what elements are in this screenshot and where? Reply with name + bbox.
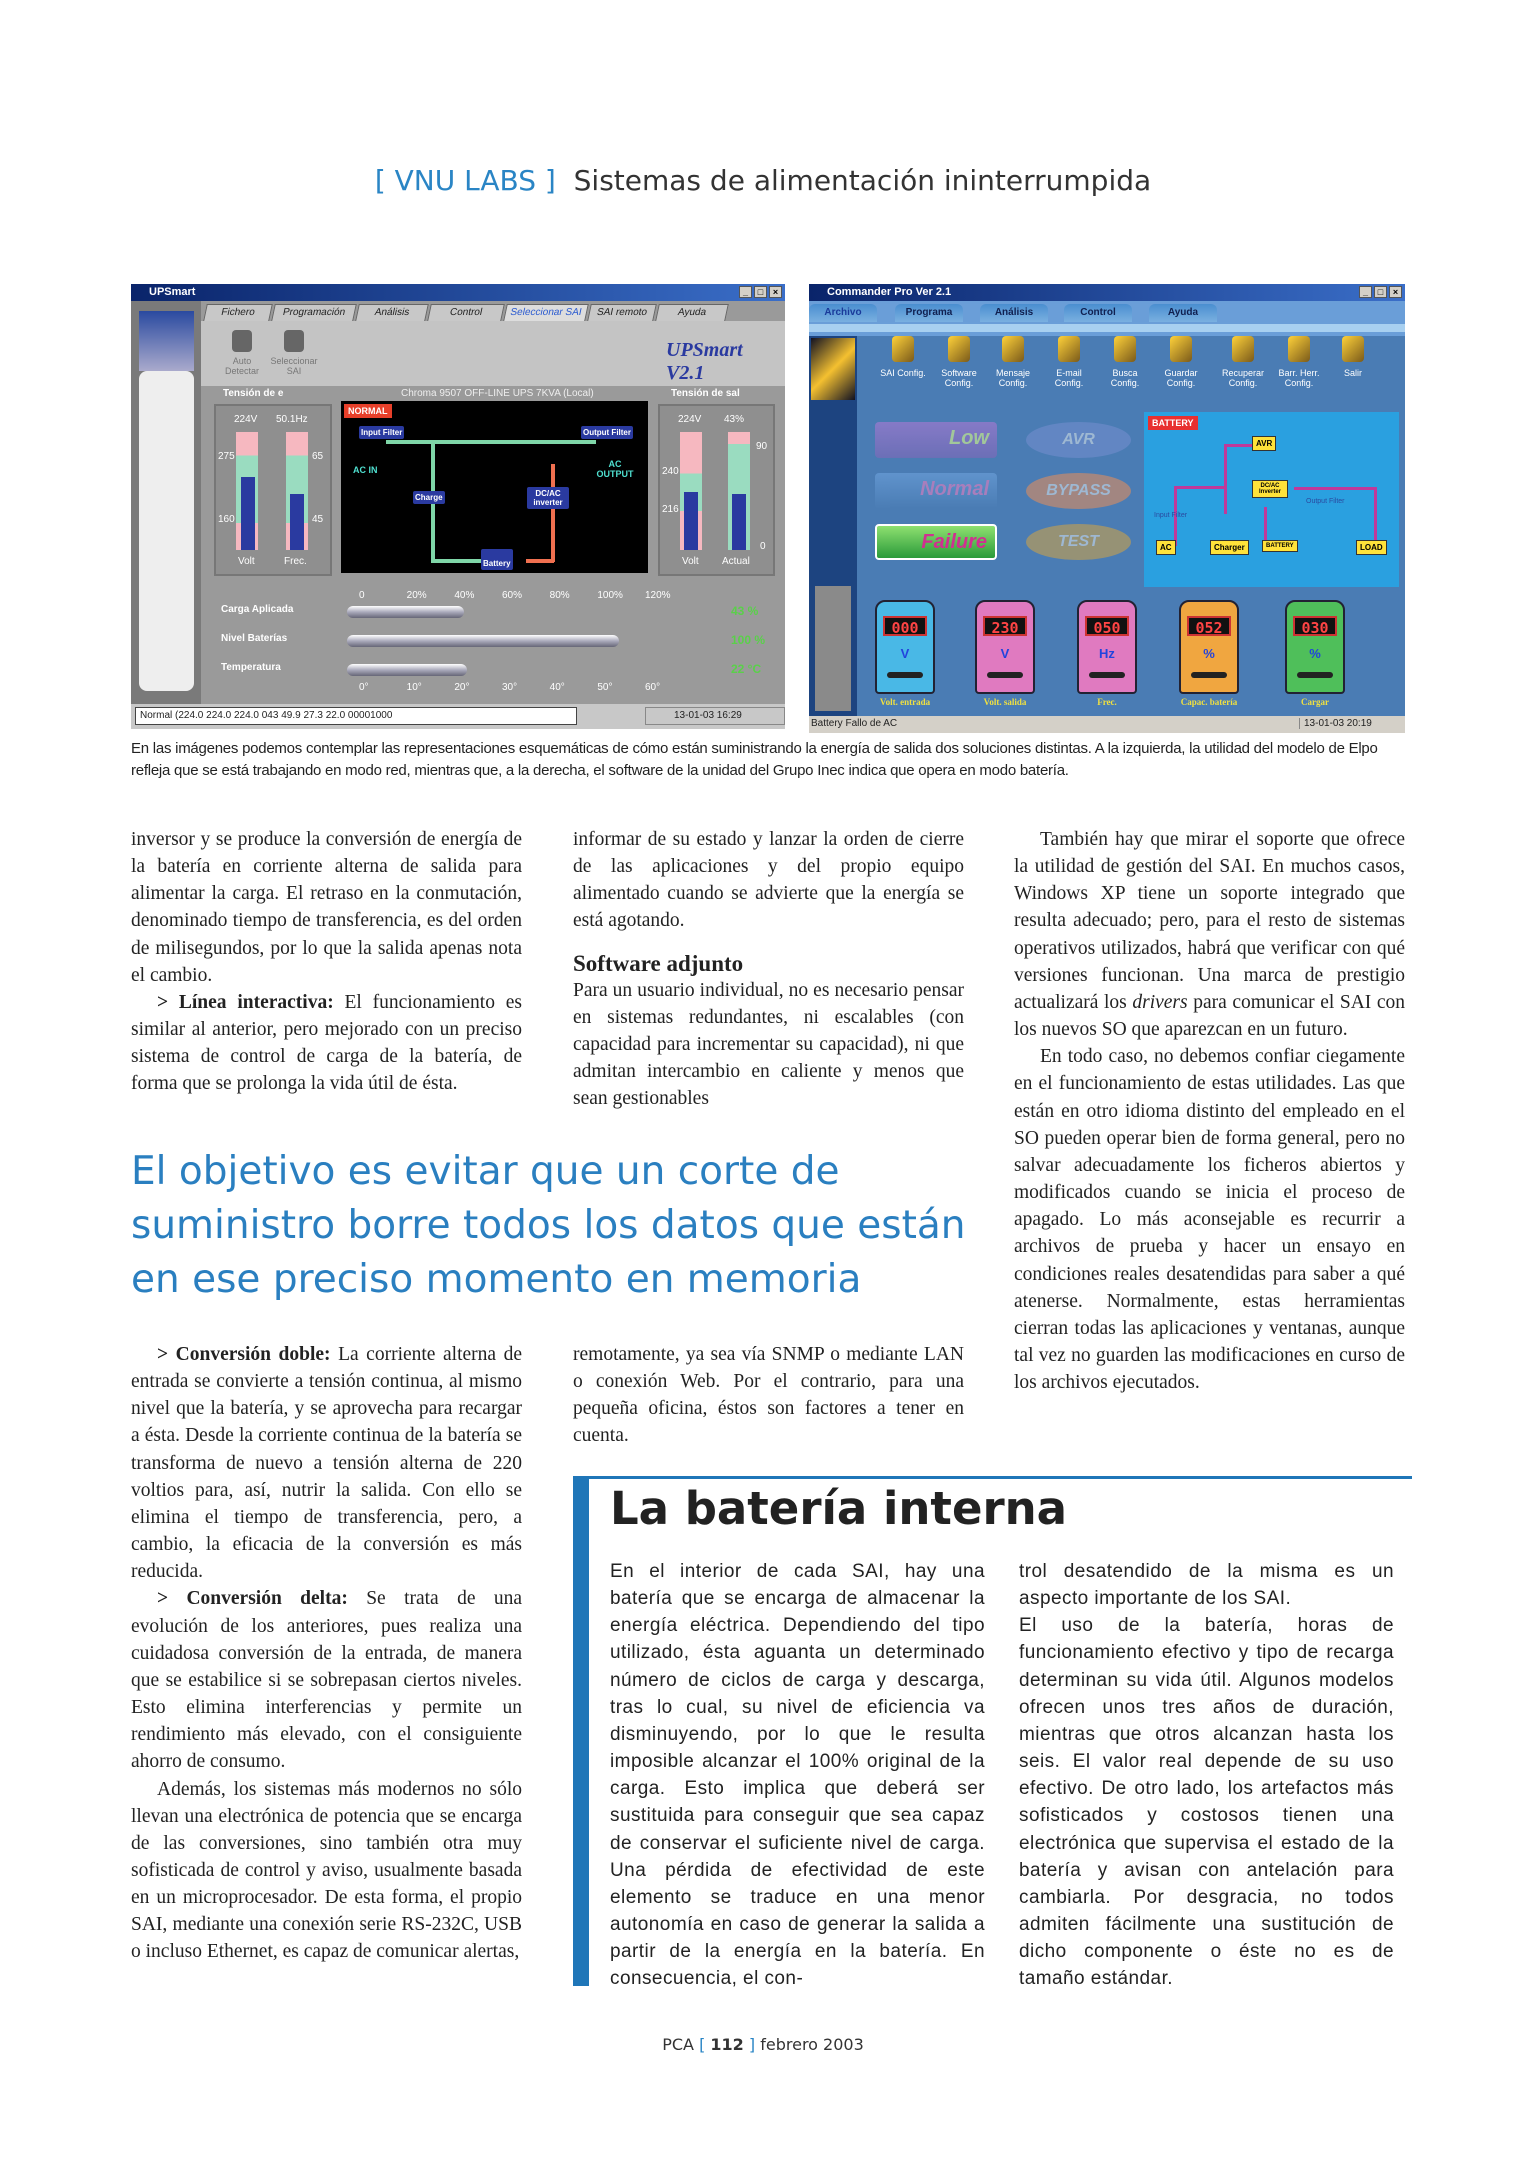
input-voltage-label: Tensión de e (223, 388, 284, 399)
tool-icon (1232, 336, 1254, 362)
charger-block: Charger (1210, 540, 1249, 555)
bracket: ] (748, 2035, 756, 2054)
slot-unit: V (1000, 646, 1010, 661)
toolbar-button-0[interactable] (217, 330, 267, 376)
slot-label: Capac. batería (1180, 697, 1238, 707)
paragraph: inversor y se produce la conversión de energía de la batería en corriente alterna de salida para alimentar la carga. El retraso en la conmutación, denominado tiempo de transferencia, es del orden de milisegundos, por lo que la salida apenas nota el cambio. (131, 829, 522, 986)
sidebar (809, 336, 857, 716)
temp-scale-tick: 0° (359, 682, 369, 693)
status-text: Battery Fallo de AC (811, 718, 898, 729)
meter-bar (347, 606, 464, 618)
slot-meter (1179, 600, 1239, 694)
tab-ayuda[interactable]: Ayuda (1149, 304, 1217, 322)
volt-label: Volt (238, 556, 255, 567)
paragraph-text: El funcionamiento es similar al anterior, pero mejorado con un preciso sistema de control de carga de la batería, de forma que se prolonga la vida útil de ésta. (131, 991, 522, 1095)
load-scale-tick: 120% (645, 590, 671, 601)
window-title: UPSmart (149, 286, 196, 298)
freq-high: 65 (312, 451, 324, 462)
issue-date: febrero 2003 (760, 2035, 864, 2054)
ac-block: AC (1156, 540, 1176, 555)
tab-control[interactable]: Control (1064, 304, 1132, 322)
section-label: [ VNU LABS ] (374, 164, 556, 197)
paragraph-text: Se trata de una evolución de los anteriores, pues realiza una cuidadosa conversión de la entrada, de manera que se estabilice si se sobrepasan ciertos niveles. Esto elimina interferencias y permite un rendimiento más elevado, con el consiguiente ahorro de consumo. (131, 1588, 523, 1773)
running-header (0, 164, 1526, 197)
load-scale-tick: 80% (549, 590, 570, 601)
paragraph: El uso de la batería, horas de funcionamiento efectivo y tipo de recarga determinan su vida útil. Algunos modelos ofrecen unos tres años de duración, mientras que otros alcanzan hasta los seis. El valor real depende de su uso efectivo. De otro lado, los artefactos más sofisticados y costosos tienen una electrónica que supervisa el estado de la batería y avisan con antelación para cambiarla. Por desgracia, no todos admiten fácilmente una sustitución de dicho componente o éste no es de tamaño estándar. (1019, 1615, 1394, 1990)
paragraph (131, 1585, 522, 1775)
output-gauge (658, 404, 775, 576)
slot-opening (987, 672, 1023, 678)
tool-icon (1342, 336, 1364, 362)
status-text: Normal (224.0 224.0 224.0 043 49.9 27.3 22.0 00001000 (135, 707, 577, 725)
meter-value: 22 °C (731, 662, 762, 676)
slot-opening (1297, 672, 1333, 678)
tab-programación[interactable]: Programación (271, 304, 357, 321)
output-voltage-label: Tensión de sal (671, 388, 740, 399)
load-low: 0 (760, 541, 766, 552)
magazine-name: PCA (662, 2035, 694, 2054)
maximize-button[interactable]: □ (1374, 286, 1387, 298)
temp-scale-tick: 10° (406, 682, 422, 693)
pull-quote-line: en ese preciso momento en memoria (131, 1257, 862, 1302)
avr-indicator: AVR (1026, 422, 1131, 458)
slot-label: Cargar (1301, 697, 1329, 707)
meter-value: 43 % (731, 604, 759, 618)
box-accent-bar (573, 1476, 589, 1986)
page-footer (0, 2035, 1526, 2054)
output-filter-label: Output Filter (1306, 498, 1345, 505)
meter-value: 100 % (731, 633, 766, 647)
tab-programa[interactable]: Programa (895, 304, 963, 322)
emphasis: drivers (1132, 991, 1188, 1013)
input-filter-label: Input Filter (1154, 512, 1188, 519)
box-column-2 (1019, 1558, 1394, 1993)
tab-sai-remoto[interactable]: SAI remoto (587, 304, 657, 321)
normal-state-button[interactable]: Normal (875, 473, 997, 509)
column-1-top (131, 826, 522, 1098)
slot-label: Volt. salida (983, 697, 1027, 707)
power-flow-diagram (341, 401, 648, 573)
paragraph: En el interior de cada SAI, hay una batería que se encarga de almacenar la energía eléctrica. Dependiendo del tipo utilizado, ésta aguanta un determinado número de ciclos de carga y descarga, tras lo cual, su nivel de eficiencia va disminuyendo, por lo que le resulta imposible alcanzar el 100% original de la carga. Esto implica que deberá ser sustituida para conseguir que sea capaz de conservar el suficiente nivel de carga. Una pérdida de efectividad de este elemento se traduce en una menor autonomía en caso de generar la salida a partir de la energía en la batería. En consecuencia, el con- (610, 1561, 985, 1990)
tab-fichero[interactable]: Fichero (203, 304, 273, 321)
output-load-value: 43% (724, 414, 745, 425)
pull-quote-line: El objetivo es evitar que un corte de (131, 1149, 840, 1194)
tool-icon (1114, 336, 1136, 362)
pull-quote (131, 1145, 971, 1307)
column-2-bottom (573, 1341, 964, 1450)
temp-scale-tick: 50° (597, 682, 613, 693)
meter-bar (347, 664, 467, 676)
status-clock: 13-01-03 16:29 (645, 707, 785, 725)
bracket: [ (699, 2035, 706, 2054)
load-scale-tick: 20% (406, 590, 427, 601)
paragraph: Para un usuario individual, no es necesario pensar en sistemas redundantes, ni escalables (con capacidad para incrementar su capacidad), ni que admitan intercambio en caliente y menos que sean gestionables (573, 979, 964, 1110)
slot-unit: % (1203, 646, 1215, 661)
slot-opening (1191, 672, 1227, 678)
failure-state-button[interactable]: Failure (875, 524, 997, 560)
input-volt-value: 224V (234, 414, 258, 425)
slot-label: Frec. (1097, 697, 1117, 707)
input-freq-value: 50.1Hz (276, 414, 308, 425)
out-volt-bar (684, 492, 698, 550)
tool-label: Recuperar Config. (1221, 368, 1265, 388)
close-button[interactable]: × (1389, 286, 1402, 298)
volt-bar (241, 477, 255, 550)
toolbar-button-4[interactable] (1097, 336, 1153, 388)
out-volt-high: 240 (662, 466, 679, 477)
mode-badge: NORMAL (344, 404, 392, 418)
term: > Conversión doble: (157, 1344, 331, 1365)
box-column-1 (610, 1558, 985, 1993)
title-bar (131, 284, 785, 301)
window-title: Commander Pro Ver 2.1 (827, 286, 952, 298)
app-logo-icon (811, 338, 855, 400)
tool-icon (232, 330, 252, 352)
title-bar (809, 284, 1405, 301)
pull-quote-line: suministro borre todos los datos que están (131, 1203, 966, 1248)
paragraph (131, 1341, 522, 1585)
sidebar-panel (139, 371, 194, 691)
battery-diagram (1144, 412, 1399, 587)
tool-label: Seleccionar SAI (270, 356, 318, 376)
commander-screenshot (809, 284, 1405, 733)
volt-high: 275 (218, 451, 235, 462)
tab-seleccionar-sai[interactable]: Seleccionar SAI (503, 304, 589, 321)
meter-label: Carga Aplicada (221, 604, 294, 615)
meter-bar (347, 635, 619, 647)
paragraph: Además, los sistemas más modernos no sólo llevan una electrónica de potencia que se encarga de las conversiones, sino también otra muy sofisticada de control y aviso, usualmente basada en un microprocesador. De esta forma, el propio SAI, mediante una conexión serie RS-232C, USB o incluso Ethernet, es capaz de comunicar alertas, (131, 1778, 522, 1963)
slot-meter (1285, 600, 1345, 694)
menu-stripe (809, 324, 1405, 332)
toolbar-button-8[interactable] (1325, 336, 1381, 378)
tool-icon (284, 330, 304, 352)
battery-block: Battery (481, 549, 513, 570)
paragraph: informar de su estado y lanzar la orden de cierre de las aplicaciones y del propio equipo alimentado cuando se advierte que la energía se está agotando. (573, 829, 964, 932)
temp-scale-tick: 60° (645, 682, 661, 693)
term: > Conversión delta: (157, 1588, 348, 1610)
slot-label: Volt. entrada (879, 697, 931, 707)
toolbar-button-1[interactable] (931, 336, 987, 388)
status-clock: 13-01-03 20:19 (1299, 718, 1372, 729)
ac-output-label: AC OUTPUT (596, 459, 634, 479)
slot-unit: % (1309, 646, 1321, 661)
input-filter-block: Input Filter (361, 428, 403, 437)
slot-display: 050 (1085, 616, 1129, 636)
column-2-top (573, 826, 964, 1112)
battery-block: BATTERY (1262, 540, 1298, 552)
mode-badge: BATTERY (1148, 416, 1198, 430)
paragraph: remotamente, ya sea vía SNMP o mediante LAN o conexión Web. Por el contrario, para una pequeña oficina, éstos son factores a tener en cuenta. (573, 1344, 964, 1447)
load-bar (732, 494, 746, 550)
sidebar-panel (815, 586, 851, 711)
avr-block: AVR (1252, 436, 1276, 451)
tab-control[interactable]: Control (427, 304, 505, 321)
tool-label: SAI Config. (880, 368, 926, 378)
paragraph-text: La corriente alterna de entrada se convierte a tensión continua, al mismo nivel que la batería, y se aprovecha para recargar a ésta. Desde la corriente continua de la batería se transforma de nuevo a tensión alterna de 220 voltios para, así, nutrir la salida. Con ello se elimina el tiempo de transferencia, pero, a cambio, la eficacia de la conversión es más reducida. (131, 1344, 522, 1583)
tool-label: E-mail Config. (1054, 368, 1084, 388)
term: > Línea interactiva: (157, 991, 334, 1013)
tool-icon (1002, 336, 1024, 362)
tool-icon (1288, 336, 1310, 362)
slot-unit: V (900, 646, 910, 661)
output-volt-value: 224V (678, 414, 702, 425)
slot-display: 000 (883, 616, 927, 636)
slot-display: 052 (1187, 616, 1231, 636)
inverter-block: DC/AC Inverter (1252, 480, 1288, 498)
toolbar-button-7[interactable] (1271, 336, 1327, 388)
tool-label: Busca Config. (1110, 368, 1140, 388)
tool-icon (1058, 336, 1080, 362)
toolbar-button-2[interactable] (985, 336, 1041, 388)
tool-label: Mensaje Config. (995, 368, 1031, 388)
slot-meter (1077, 600, 1137, 694)
freq-bar (290, 494, 304, 550)
upsmart-screenshot (131, 284, 785, 729)
tool-label: Salir (1343, 368, 1362, 378)
slot-meter (975, 600, 1035, 694)
paragraph-text: También hay que mirar el soporte que ofrece la utilidad de gestión del SAI. En muchos casos, Windows XP tiene un soporte integrado que resulta adecuado; pero, para el resto de sistemas operativos utilizados, habrá que verificar con qué versiones funcionan. Una marca de prestigio actualizará los (1014, 829, 1405, 1013)
upsmart-logo: UPSmart V2.1 (666, 339, 743, 384)
slot-opening (1089, 672, 1125, 678)
app-logo-icon (139, 311, 194, 371)
out-volt-label: Volt (682, 556, 699, 567)
toolbar-button-1[interactable] (269, 330, 319, 376)
tab-ayuda[interactable]: Ayuda (655, 304, 729, 321)
load-scale-tick: 60% (502, 590, 523, 601)
tab-análisis[interactable]: Análisis (980, 304, 1048, 322)
slot-display: 230 (983, 616, 1027, 636)
paragraph (131, 989, 522, 1098)
tool-label: Software Config. (941, 368, 977, 388)
tool-icon (892, 336, 914, 362)
tool-label: Auto Detectar (224, 356, 259, 376)
subheading: Software adjunto (573, 950, 744, 976)
paragraph: trol desatendido de la misma es un aspecto importante de los SAI. (1019, 1561, 1394, 1610)
toolbar-button-0[interactable] (875, 336, 931, 378)
load-scale-tick: 100% (597, 590, 623, 601)
status-bar (809, 716, 1405, 733)
freq-low: 45 (312, 514, 324, 525)
tool-icon (948, 336, 970, 362)
inverter-block: DC/AC inverter (527, 487, 569, 509)
meter-label: Temperatura (221, 662, 281, 673)
load-high: 90 (756, 441, 768, 452)
tab-archivo[interactable]: Archivo (809, 304, 877, 322)
slot-unit: Hz (1099, 646, 1115, 661)
load-block: LOAD (1356, 540, 1387, 555)
load-label: Actual (722, 556, 750, 567)
slot-meter (875, 600, 935, 694)
load-scale-tick: 0 (359, 590, 365, 601)
meter-label: Nivel Baterías (221, 633, 288, 644)
page-number: 112 (710, 2035, 744, 2054)
slot-display: 030 (1293, 616, 1337, 636)
out-volt-low: 216 (662, 504, 679, 515)
input-gauge (214, 404, 332, 576)
volt-low: 160 (218, 514, 235, 525)
tool-label: Guardar Config. (1164, 368, 1198, 388)
header-title: Sistemas de alimentación ininterrumpida (573, 164, 1152, 197)
tool-icon (1170, 336, 1192, 362)
sidebar (131, 301, 201, 729)
paragraph: En todo caso, no debemos confiar ciegamente en el funcionamiento de estas utilidades. Las que están en otro idioma distinto del empleado en el SO pueden operar bien de forma general, pero no salvar adecuadamente los ficheros abiertos y modificados cuando se inicia el proceso de apagado. Lo más aconsejable es recurrir a archivos de prueba y hacer un ensayo en condiciones reales desatendidas para saber a qué atenerse. Normalmente, estas herramientas cierran todas las aplicaciones y ventanas, aunque tal vez no guarden las modificaciones en curso de los archivos ejecutados. (1014, 1046, 1405, 1394)
tool-label: Barr. Herr. Config. (1278, 368, 1320, 388)
column-1-bottom (131, 1341, 522, 1966)
toolbar-button-5[interactable] (1153, 336, 1209, 388)
temp-scale-tick: 20° (454, 682, 470, 693)
ac-in-label: AC IN (353, 465, 378, 475)
bypass-indicator: BYPASS (1026, 473, 1131, 509)
paragraph-text: para comunicar el SAI con los nuevos SO que aparezcan en un futuro. (1014, 991, 1406, 1041)
freq-label: Frec. (284, 556, 307, 567)
test-indicator: TEST (1026, 524, 1131, 560)
status-bar (131, 704, 785, 729)
ups-model-label: Chroma 9507 OFF-LINE UPS 7KVA (Local) (401, 388, 594, 399)
slot-opening (887, 672, 923, 678)
close-button[interactable]: × (769, 286, 782, 298)
column-3 (1014, 826, 1405, 1396)
low-state-button[interactable]: Low (875, 422, 997, 458)
paragraph (1014, 826, 1405, 1043)
toolbar-button-3[interactable] (1041, 336, 1097, 388)
minimize-button[interactable]: _ (1359, 286, 1372, 298)
output-filter-block: Output Filter (583, 428, 631, 437)
figure-caption: En las imágenes podemos contemplar las representaciones esquemáticas de cómo están suministrando la energía de salida dos soluciones distintas. A la izquierda, la utilidad del modelo de Elpo refleja que se está trabajando en modo red, mientras que, a la derecha, el software de la unidad del Grupo Inec indica que opera en modo batería. (131, 740, 1378, 779)
box-title: La batería interna (610, 1482, 1068, 1535)
maximize-button[interactable]: □ (754, 286, 767, 298)
temp-scale-tick: 30° (502, 682, 518, 693)
minimize-button[interactable]: _ (739, 286, 752, 298)
tab-análisis[interactable]: Análisis (355, 304, 429, 321)
temp-scale-tick: 40° (549, 682, 565, 693)
charge-block: Charge (415, 493, 443, 502)
load-scale-tick: 40% (454, 590, 475, 601)
toolbar-button-6[interactable] (1215, 336, 1271, 388)
